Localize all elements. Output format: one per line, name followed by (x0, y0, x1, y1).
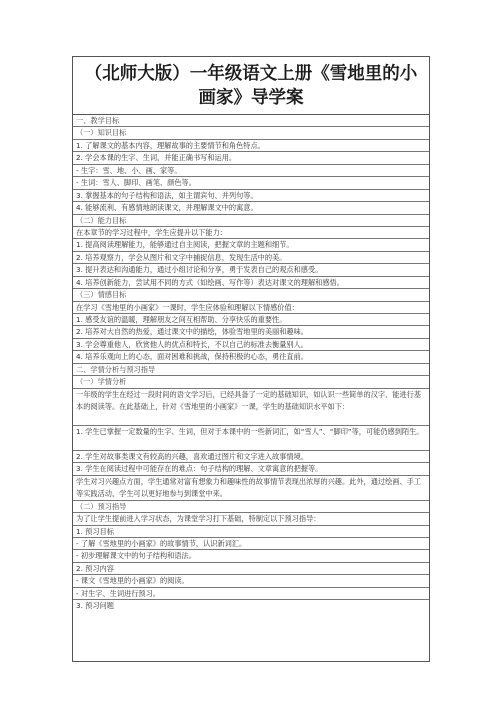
content-row: - 生字：雪、地、小、画、家等。 (73, 165, 429, 177)
subsection-heading: （一）知识目标 (73, 127, 429, 139)
content-row: 4. 培养创新能力，尝试用不同的方式（如绘画、写作等）表达对课文的理解和感悟。 (73, 277, 429, 289)
content-row: - 了解《雪地里的小画家》的故事情节，认识新词汇。 (73, 538, 429, 550)
content-row: - 初步理解课文中的句子结构和语法。 (73, 550, 429, 562)
content-row: 3. 掌握基本的句子结构和语法，如主谓宾句、并列句等。 (73, 190, 429, 202)
content-row: - 课文《雪地里的小画家》的阅读。 (73, 575, 429, 587)
content-row: 4. 培养乐观向上的心态，面对困难和挑战，保持积极的心态，勇往直前。 (73, 351, 429, 363)
content-row: 2. 培养对大自然的热爱，通过课文中的描绘，体验雪地里的美丽和趣味。 (73, 326, 429, 338)
content-row: - 生词：雪人、脚印、画笔、颜色等。 (73, 177, 429, 189)
content-row: 2. 学会本课的生字、生词，并能正确书写和运用。 (73, 152, 429, 164)
content-row: 在学习《雪地里的小画家》一课时，学生应体验和理解以下情感价值： (73, 302, 429, 314)
content-row: 2. 培养观察力，学会从图片和文字中捕捉信息，发现生活中的美。 (73, 252, 429, 264)
section-heading: 二、学情分析与预习指导 (73, 364, 429, 376)
page-title-line2: 画家》导学案 (198, 87, 304, 108)
content-row: 在本章节的学习过程中，学生应提升以下能力： (73, 227, 429, 239)
content-row: 为了让学生提前进入学习状态，为课堂学习打下基础，特制定以下预习指导： (73, 513, 429, 525)
content-row: 4. 能够流利、有感情地朗读课文，并理解课文中的寓意。 (73, 202, 429, 214)
content-row: 学生对习兴趣点方面，学生通常对富有想象力和趣味性的故事情节表现出浓厚的兴趣。此外，通过绘画、手工等实践活动，学生可以更好地参与到课堂中来。 (73, 476, 429, 501)
content-row: 2. 预习内容 (73, 563, 429, 575)
content-row: 1. 提高阅读理解能力，能够通过自主阅读，把握文章的主题和细节。 (73, 239, 429, 251)
document-sheet (72, 56, 430, 662)
content-row: 3. 提升表达和沟通能力，通过小组讨论和分享，勇于发表自己的观点和感受。 (73, 264, 429, 276)
title-cell (73, 57, 429, 115)
content-row: 1. 感受友谊的温暖，理解朋友之间互相帮助、分享快乐的重要性。 (73, 314, 429, 326)
content-row: - 对生字、生词进行预习。 (73, 588, 429, 600)
content-row: 3. 预习问题 (76, 601, 114, 611)
content-rows (73, 115, 429, 613)
content-row: 3. 学生在阅读过程中可能存在的难点：句子结构的理解、文章寓意的把握等。 (73, 463, 429, 475)
section-heading: 一、教学目标 (73, 115, 429, 127)
content-row: 1. 学生已掌握一定数量的生字、生词，但对于本课中的一些新词汇，如“雪人”、“脚印”等，可能仍感到陌生。 (73, 426, 429, 451)
content-row: 1. 了解课文的基本内容，理解故事的主要情节和角色特点。 (73, 140, 429, 152)
subsection-heading: （一）学情分析 (73, 376, 429, 388)
content-row: 2. 学生对故事类课文有较高的兴趣，喜欢通过图片和文字进入故事情境。 (73, 451, 429, 463)
content-row: 一年级的学生在经过一段时间的语文学习后，已经具备了一定的基础知识，如认识一些简单的汉字、能进行基本的阅读等。在此基础上，针对《雪地里的小画家》一课，学生的基础知识水平如下： (73, 389, 429, 426)
page-title-line1: （北师大版）一年级语文上册《雪地里的小 (84, 63, 418, 84)
subsection-heading: （三）情感目标 (73, 289, 429, 301)
content-row: 1. 预习目标 (73, 526, 429, 538)
subsection-heading: （二）预习指导 (73, 501, 429, 513)
subsection-heading: （二）能力目标 (73, 215, 429, 227)
content-row: 3. 学会尊重他人，欣赏他人的优点和特长，不以自己的标准去衡量别人。 (73, 339, 429, 351)
